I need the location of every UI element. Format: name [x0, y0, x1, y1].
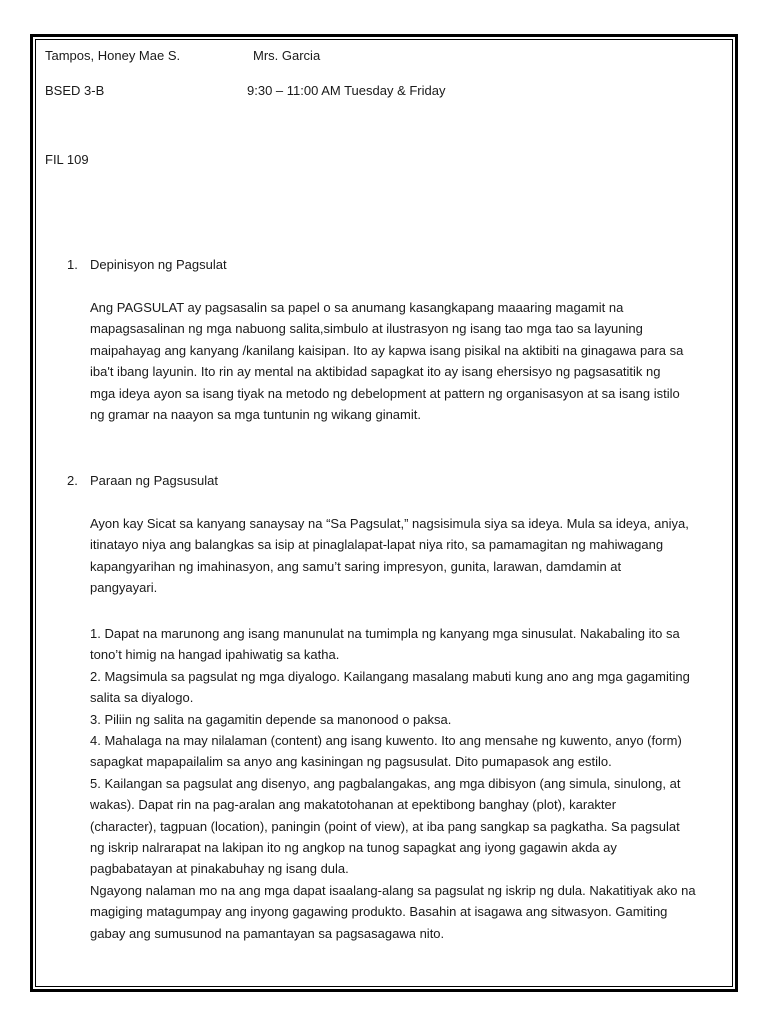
student-name: Tampos, Honey Mae S. [45, 48, 181, 63]
section-2-title: Paraan ng Pagsusulat [90, 473, 218, 488]
section-1-body: Ang PAGSULAT ay pagsasalin sa papel o sa anumang kasangkapang maaaring magamit na mapagsasalinan ng mga nabuong salita,simbulo at ilustrasyon ng isang tao mga tao sa layuning maipahayag ang kanyang /kanilang kaisipan. Ito ay kapwa isang pisikal na aktibiti na ginagawa para sa iba't ibang layunin. Ito rin ay mental na aktibidad sapagkat ito ay isang ehersisyo ng pagsasatitik ng mga ideya ayon sa isang tiyak na metodo ng debelopment at pattern ng organisasyon at sa isang istilo ng gramar na naayon sa mga tuntunin ng wikang ginamit. [90, 300, 684, 423]
section-1-title: Depinisyon ng Pagsulat [90, 257, 227, 272]
section-2-items: 1. Dapat na marunong ang isang manunulat na tumimpla ng kanyang mga sinusulat. Nakabaling ito sa tono’t himig na hangad ipahiwatig sa katha. 2. Magsimula sa pagsulat ng mga diyalogo. Kailangang masalang mabuti kung ano ang mga gagamiting salita sa diyalogo. 3. Piliin ng salita na gagamitin depende sa manonood o paksa. 4. Mahalaga na may nilalaman (content) ang isang kuwento. Ito ang mensahe ng kuwento, anyo (form) sapagkat mapapailalim sa anyo ang kasiningan ng pagsusulat. Dito pumapasok ang estilo. 5. Kailangan sa pagsulat ang disenyo, ang pagbalangakas, ang mga dibisyon (ang simula, sinulong, at wakas). Dapat rin na pag-aralan ang makatotohanan at epektibong banghay (plot), karakter (character), tagpuan (location), paningin (point of view), at iba pang sangkap sa pagkatha. Sa pagsulat ng iskrip nalrarapat na lakipan ito ng angkop na tunog sapagkat ang iyong gagawin akda ay pagbabatayan at pinakabuhay ng isang dula. Ngayong nalaman mo na ang mga dapat isaalang-alang sa pagsulat ng iskrip ng dula. Nakatitiyak ako na magiging matagumpay ang inyong gagawing produkto. Basahin at isagawa ang sitwasyon. Gamiting gabay ang sumusunod na pamantayan sa pagsasagawa nito. [90, 626, 696, 941]
section-label: BSED 3-B [45, 83, 105, 98]
teacher-name: Mrs. Garcia [253, 48, 321, 63]
section-2-number: 2. [67, 473, 78, 488]
schedule: 9:30 – 11:00 AM Tuesday & Friday [247, 83, 446, 98]
course-code: FIL 109 [45, 152, 89, 167]
section-2-intro: Ayon kay Sicat sa kanyang sanaysay na “Sa Pagsulat,” nagsisimula siya sa ideya. Mula sa ideya, aniya, itinatayo niya ang balangkas sa isip at pinaglalapat-lapat niya rito, sa pamamagitan ng mahiwagang kapangyarihan ng imahinasyon, ang samu’t saring impresyon, gunita, larawan, damdamin at pangyayari. [90, 516, 689, 596]
section-1-number: 1. [67, 257, 78, 272]
